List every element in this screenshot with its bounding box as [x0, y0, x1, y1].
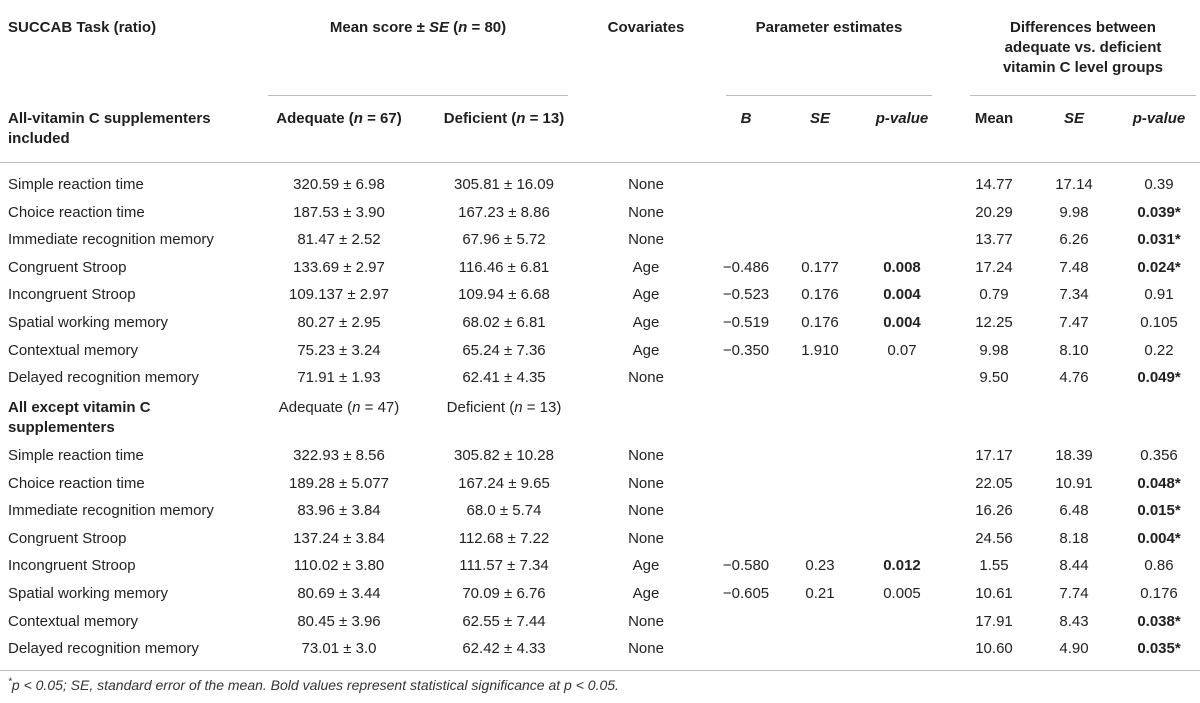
cell-deficient: 62.42 ± 4.33	[462, 640, 546, 658]
cell-dp: 0.039*	[1137, 203, 1181, 221]
cell-B: −0.580	[722, 557, 770, 575]
cell-deficient: 112.68 ± 7.22	[458, 529, 550, 547]
cell-cov: None	[628, 369, 664, 387]
cell-adequate: 110.02 ± 3.80	[293, 557, 385, 575]
cell-adequate: 133.69 ± 2.97	[293, 258, 385, 276]
cell-mean: 17.91	[975, 612, 1013, 630]
cell-mean: 13.77	[975, 231, 1013, 249]
cell-adequate: 80.45 ± 3.96	[297, 612, 381, 630]
cell-SE: 1.910	[801, 341, 839, 359]
cell-mean: 9.50	[979, 369, 1009, 387]
cell-mean: 0.79	[979, 286, 1009, 304]
cell-task: Congruent Stroop	[8, 258, 127, 276]
cell-deficient: 68.02 ± 6.81	[462, 314, 546, 331]
cell-mean: 16.26	[975, 502, 1013, 520]
cell-dse: 8.44	[1059, 557, 1089, 575]
cell-deficient: 62.55 ± 7.44	[462, 612, 546, 630]
cell-mean: 1.55	[979, 557, 1009, 575]
cell-dse: 8.18	[1059, 529, 1089, 547]
cell-p: 0.004	[883, 314, 921, 331]
header-covariates: Covariates	[607, 19, 685, 36]
cell-dse: 7.74	[1059, 585, 1089, 602]
cell-dse: 7.47	[1059, 314, 1089, 331]
cell-dse: 4.76	[1059, 369, 1089, 387]
cell-mean: 22.05	[975, 474, 1013, 492]
cell-mean: 20.29	[975, 203, 1013, 221]
cell-adequate: 80.69 ± 3.44	[297, 585, 381, 602]
cell-B: −0.605	[722, 585, 770, 602]
cell-deficient: 167.23 ± 8.86	[458, 203, 550, 221]
cell-deficient: 70.09 ± 6.76	[462, 585, 546, 602]
cell-dse: 7.48	[1059, 258, 1089, 276]
cell-cov: None	[628, 612, 664, 630]
cell-cov: Age	[632, 314, 660, 331]
cell-cov: Age	[632, 286, 660, 304]
cell-task: Choice reaction time	[8, 203, 145, 221]
cell-task: Delayed recognition memory	[8, 369, 199, 387]
cell-adequate: 73.01 ± 3.0	[301, 640, 377, 658]
cell-adequate: 137.24 ± 3.84	[293, 529, 385, 547]
cell-adequate: 83.96 ± 3.84	[297, 502, 381, 520]
rule-parameter-estimates	[726, 95, 932, 96]
cell-cov: None	[628, 176, 664, 193]
cell-dse: 6.26	[1059, 231, 1089, 249]
cell-p: 0.005	[883, 585, 921, 602]
cell-SE: 0.23	[805, 557, 835, 575]
header-mean-score: Mean score ± SE (n = 80)	[329, 19, 507, 36]
cell-dp: 0.015*	[1137, 502, 1181, 520]
cell-task: Immediate recognition memory	[8, 231, 214, 249]
cell-adequate: 320.59 ± 6.98	[293, 176, 385, 193]
cell-dse: 7.34	[1059, 286, 1089, 304]
cell-B: −0.350	[722, 341, 770, 359]
cell-p: 0.008	[883, 258, 921, 276]
cell-p: 0.004	[883, 286, 921, 304]
section1-title: All-vitamin C supplementers included	[8, 110, 211, 147]
rule-header-bottom	[0, 162, 1200, 163]
cell-deficient: 67.96 ± 5.72	[462, 231, 546, 249]
cell-mean: 14.77	[975, 176, 1013, 193]
cell-task: Contextual memory	[8, 341, 139, 359]
cell-mean: 10.61	[975, 585, 1013, 602]
cell-mean: 24.56	[975, 529, 1013, 547]
cell-task: Incongruent Stroop	[8, 286, 136, 304]
cell-dp: 0.176	[1140, 585, 1178, 602]
cell-mean: 10.60	[975, 640, 1013, 658]
subheader-adequate: Adequate (n = 67)	[276, 110, 402, 127]
cell-dse: 18.39	[1055, 447, 1093, 464]
cell-adequate: 71.91 ± 1.93	[297, 369, 381, 387]
subheader-p-value: p-value	[875, 110, 929, 127]
cell-adequate: 189.28 ± 5.077	[289, 474, 389, 492]
cell-cov: Age	[632, 258, 660, 276]
cell-task: Contextual memory	[8, 612, 139, 630]
cell-dp: 0.038*	[1137, 612, 1181, 630]
section2-title: All except vitamin C supplementers	[8, 399, 151, 436]
cell-deficient: 116.46 ± 6.81	[458, 258, 550, 276]
cell-cov: None	[628, 474, 664, 492]
cell-task: Spatial working memory	[8, 585, 169, 602]
cell-adequate: 322.93 ± 8.56	[293, 447, 385, 464]
cell-SE: 0.176	[801, 286, 839, 304]
cell-SE: 0.176	[801, 314, 839, 331]
cell-deficient: 109.94 ± 6.68	[458, 286, 550, 304]
cell-cov: None	[628, 447, 664, 464]
cell-cov: None	[628, 529, 664, 547]
cell-task: Simple reaction time	[8, 447, 144, 464]
section2-deficient-label: Deficient (n = 13)	[446, 399, 562, 416]
cell-dp: 0.048*	[1137, 474, 1181, 492]
cell-deficient: 111.57 ± 7.34	[459, 557, 549, 575]
cell-deficient: 65.24 ± 7.36	[462, 341, 546, 359]
cell-task: Spatial working memory	[8, 314, 169, 331]
rule-differences	[970, 95, 1196, 96]
cell-deficient: 305.82 ± 10.28	[454, 447, 554, 464]
cell-dp: 0.024*	[1137, 258, 1181, 276]
cell-SE: 0.177	[801, 258, 839, 276]
cell-B: −0.519	[722, 314, 770, 331]
cell-task: Choice reaction time	[8, 474, 145, 492]
cell-cov: None	[628, 231, 664, 249]
cell-dse: 8.10	[1059, 341, 1089, 359]
cell-dp: 0.004*	[1137, 529, 1181, 547]
cell-adequate: 81.47 ± 2.52	[297, 231, 381, 249]
section2-adequate-label: Adequate (n = 47)	[278, 399, 400, 416]
cell-deficient: 167.24 ± 9.65	[458, 474, 550, 492]
subheader-B: B	[740, 110, 752, 127]
cell-adequate: 80.27 ± 2.95	[297, 314, 381, 331]
cell-deficient: 305.81 ± 16.09	[454, 176, 554, 193]
header-task: SUCCAB Task (ratio)	[8, 19, 157, 36]
cell-adequate: 109.137 ± 2.97	[289, 286, 389, 304]
cell-dp: 0.86	[1144, 557, 1174, 575]
cell-dp: 0.049*	[1137, 369, 1181, 387]
cell-cov: None	[628, 640, 664, 658]
cell-mean: 12.25	[975, 314, 1013, 331]
subheader-mean: Mean	[974, 110, 1014, 127]
cell-task: Simple reaction time	[8, 176, 144, 193]
cell-mean: 9.98	[979, 341, 1009, 359]
cell-dp: 0.031*	[1137, 231, 1181, 249]
cell-dse: 17.14	[1055, 176, 1093, 193]
cell-dp: 0.22	[1144, 341, 1174, 359]
cell-cov: None	[628, 203, 664, 221]
header-parameter-estimates: Parameter estimates	[755, 19, 903, 36]
header-differences: Differences between adequate vs. deficient vitamin C level groups	[1002, 19, 1164, 76]
cell-dse: 6.48	[1059, 502, 1089, 520]
cell-task: Immediate recognition memory	[8, 502, 214, 520]
cell-SE: 0.21	[805, 585, 835, 602]
cell-deficient: 68.0 ± 5.74	[466, 502, 542, 520]
cell-cov: Age	[632, 557, 660, 575]
cell-dp: 0.39	[1144, 176, 1174, 193]
cell-dse: 9.98	[1059, 203, 1089, 221]
footnote: *p < 0.05; SE, standard error of the mean. Bold values represent statistical significance at p < 0.05.	[8, 676, 619, 693]
cell-B: −0.523	[722, 286, 770, 304]
cell-task: Incongruent Stroop	[8, 557, 136, 575]
cell-mean: 17.24	[975, 258, 1013, 276]
cell-p: 0.012	[883, 557, 921, 575]
cell-cov: None	[628, 502, 664, 520]
cell-dp: 0.105	[1140, 314, 1178, 331]
cell-adequate: 75.23 ± 3.24	[297, 341, 381, 359]
cell-dp: 0.035*	[1137, 640, 1181, 658]
rule-mean-score	[268, 95, 568, 96]
cell-dse: 10.91	[1055, 474, 1093, 492]
cell-cov: Age	[632, 585, 660, 602]
cell-dse: 8.43	[1059, 612, 1089, 630]
cell-p: 0.07	[887, 341, 917, 359]
subheader-deficient: Deficient (n = 13)	[443, 110, 565, 127]
cell-dp: 0.356	[1140, 447, 1178, 464]
rule-table-bottom	[0, 670, 1200, 671]
cell-task: Congruent Stroop	[8, 529, 127, 547]
cell-cov: Age	[632, 341, 660, 359]
cell-adequate: 187.53 ± 3.90	[293, 203, 385, 221]
cell-deficient: 62.41 ± 4.35	[462, 369, 546, 387]
subheader-SE2: SE	[1063, 110, 1084, 127]
cell-B: −0.486	[722, 258, 770, 276]
cell-task: Delayed recognition memory	[8, 640, 199, 658]
cell-mean: 17.17	[975, 447, 1013, 464]
cell-dse: 4.90	[1059, 640, 1089, 658]
subheader-p-value2: p-value	[1132, 110, 1186, 127]
subheader-SE: SE	[809, 110, 830, 127]
cell-dp: 0.91	[1144, 286, 1174, 304]
